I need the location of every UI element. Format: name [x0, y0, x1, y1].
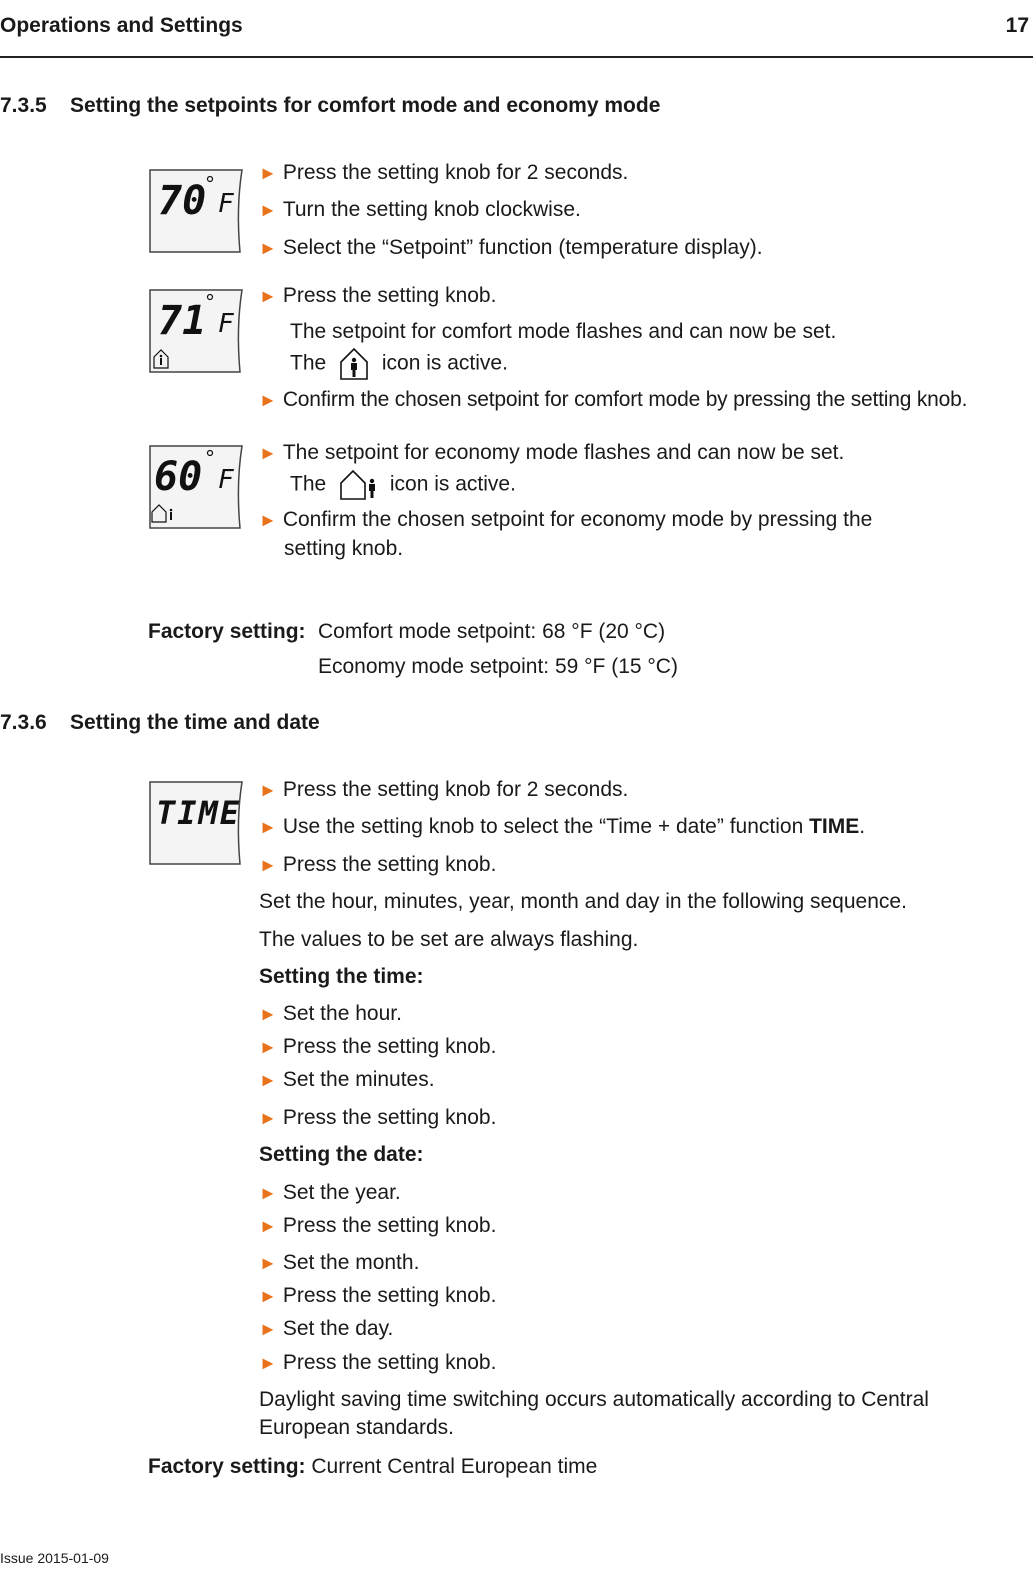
factory-setting-label: Factory setting: — [148, 620, 306, 643]
factory-setting-value: Current Central European time — [305, 1455, 598, 1478]
arrow-icon: ► — [259, 1183, 277, 1203]
step: ► Set the month. — [259, 1251, 420, 1274]
section-heading-736 — [0, 711, 320, 735]
paragraph: Set the hour, minutes, year, month and day in the following sequence. — [259, 890, 907, 913]
step: ► Press the setting knob. — [259, 1214, 497, 1237]
arrow-icon: ► — [259, 163, 277, 183]
section-title: Setting the time and date — [70, 711, 320, 734]
paragraph: European standards. — [259, 1416, 454, 1439]
step: ► Confirm the chosen setpoint for comfort mode by pressing the setting knob. — [259, 388, 968, 411]
arrow-icon: ► — [259, 286, 277, 306]
arrow-icon: ► — [259, 817, 277, 837]
subheading-time: Setting the time: — [259, 965, 424, 988]
section-number: 7.3.5 — [0, 94, 47, 117]
section-heading-735 — [0, 94, 660, 118]
lcd-display-70 — [148, 168, 244, 254]
step: ► Set the day. — [259, 1317, 394, 1340]
subheading-date: Setting the date: — [259, 1143, 424, 1166]
step: ► Set the hour. — [259, 1002, 402, 1025]
arrow-icon: ► — [259, 390, 277, 410]
step: ► Press the setting knob. — [259, 1284, 497, 1307]
lcd-value: TIME — [156, 794, 242, 832]
arrow-icon: ► — [259, 1004, 277, 1024]
arrow-icon: ► — [259, 780, 277, 800]
section-title: Setting the setpoints for comfort mode and economy mode — [70, 94, 661, 117]
arrow-icon: ► — [259, 238, 277, 258]
arrow-icon: ► — [259, 1070, 277, 1090]
lcd-display-71 — [148, 288, 244, 374]
paragraph: The values to be set are always flashing. — [259, 928, 639, 951]
arrow-icon: ► — [259, 1286, 277, 1306]
step: ► Press the setting knob for 2 seconds. — [259, 778, 629, 801]
step: ► Press the setting knob. — [259, 1106, 497, 1129]
arrow-icon: ► — [259, 1108, 277, 1128]
lcd-unit: F — [218, 465, 234, 495]
step: ► Turn the setting knob clockwise. — [259, 198, 581, 221]
comfort-house-icon — [338, 347, 370, 381]
page-number: 17 — [1005, 14, 1029, 37]
step: ► The setpoint for economy mode flashes and can now be set. — [259, 441, 845, 464]
lcd-unit: F — [218, 189, 234, 219]
arrow-icon: ► — [259, 1353, 277, 1373]
section-number: 7.3.6 — [0, 711, 47, 734]
arrow-icon: ► — [259, 855, 277, 875]
arrow-icon: ► — [259, 200, 277, 220]
header-rule — [0, 56, 1033, 58]
lcd-value: 71 — [158, 298, 207, 344]
footer-issue: Issue 2015-01-09 — [0, 1550, 109, 1566]
header-title: Operations and Settings — [0, 14, 243, 37]
factory-setting-value: Comfort mode setpoint: 68 °F (20 °C) — [318, 620, 666, 643]
factory-setting-value: Economy mode setpoint: 59 °F (15 °C) — [318, 655, 678, 678]
note-text: The icon is active. — [290, 347, 508, 381]
step: ► Set the minutes. — [259, 1068, 435, 1091]
arrow-icon: ► — [259, 1216, 277, 1236]
note-text: The setpoint for comfort mode flashes and can now be set. — [290, 320, 837, 343]
arrow-icon: ► — [259, 510, 277, 530]
step: ► Press the setting knob for 2 seconds. — [259, 161, 629, 184]
lcd-value: 60 — [154, 454, 203, 500]
step: ► Confirm the chosen setpoint for economy mode by pressing the — [259, 508, 873, 531]
step: ► Use the setting knob to select the “Time + date” function TIME. — [259, 815, 866, 838]
economy-house-icon — [338, 469, 378, 501]
lcd-value: 70 — [158, 178, 207, 224]
step: ► Press the setting knob. — [259, 284, 497, 307]
step: ► Press the setting knob. — [259, 1035, 497, 1058]
lcd-unit: F — [218, 309, 234, 339]
step: ► Set the year. — [259, 1181, 401, 1204]
lcd-display-time — [148, 780, 244, 866]
step-continuation: setting knob. — [284, 537, 404, 560]
arrow-icon: ► — [259, 443, 277, 463]
lcd-display-60 — [148, 444, 244, 530]
arrow-icon: ► — [259, 1319, 277, 1339]
note-text: The icon is active. — [290, 469, 516, 501]
factory-setting — [148, 1455, 597, 1479]
step: ► Press the setting knob. — [259, 853, 497, 876]
arrow-icon: ► — [259, 1253, 277, 1273]
paragraph: Daylight saving time switching occurs automatically according to Central — [259, 1388, 929, 1411]
step: ► Select the “Setpoint” function (temperature display). — [259, 236, 763, 259]
factory-setting-label: Factory setting: — [148, 1455, 306, 1478]
step: ► Press the setting knob. — [259, 1351, 497, 1374]
arrow-icon: ► — [259, 1037, 277, 1057]
